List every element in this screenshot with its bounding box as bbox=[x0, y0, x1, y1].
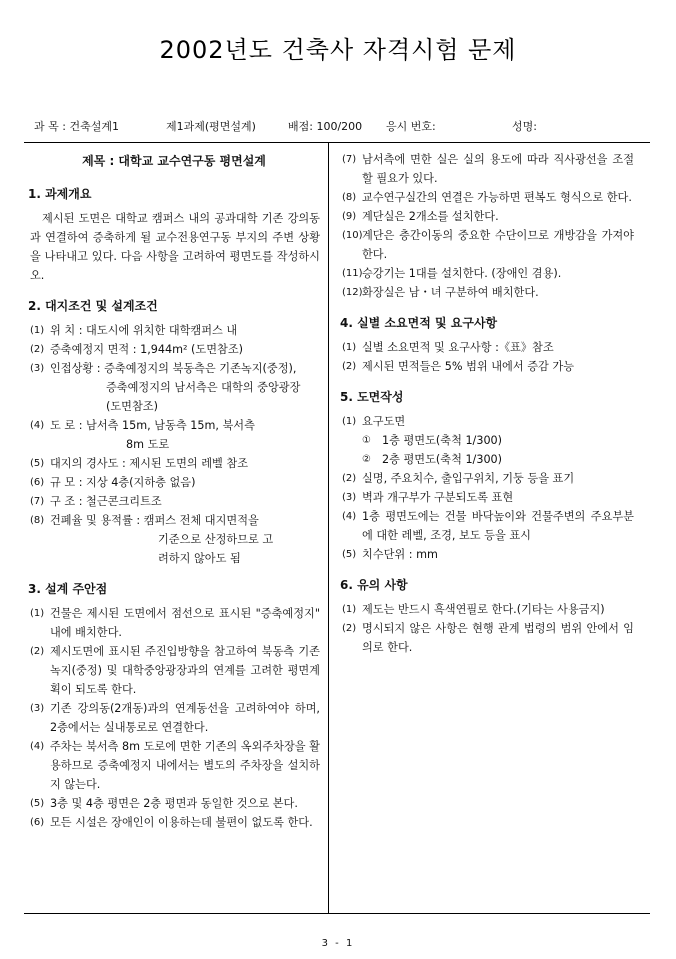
page-title: 2002년도 건축사 자격시험 문제 bbox=[159, 36, 517, 64]
list-item bbox=[28, 473, 320, 492]
item-text: 계단은 층간이동의 중요한 수단이므로 개방감을 가져야 한다. bbox=[362, 229, 634, 261]
item-number: (10) bbox=[342, 230, 363, 241]
item-number: (3) bbox=[30, 703, 45, 714]
list-item bbox=[28, 737, 320, 794]
left-column bbox=[28, 150, 320, 832]
section-heading: 3. 설계 주안점 bbox=[28, 582, 108, 596]
info-score: 배점: 100/200 bbox=[288, 120, 363, 133]
list-item bbox=[28, 416, 320, 454]
list-item bbox=[340, 283, 634, 302]
list-item bbox=[340, 412, 634, 431]
item-number: (5) bbox=[30, 798, 45, 809]
item-number: (1) bbox=[30, 608, 45, 619]
page-number: 3 - 1 bbox=[321, 938, 355, 949]
item-text: 2층 평면도(축척 1/300) bbox=[382, 453, 503, 466]
section-paragraph: 제시된 도면은 대학교 캠퍼스 내의 공과대학 기존 강의동과 연결하여 증축하게 될 교수전용연구동 부지의 주변 상황을 나타내고 있다. 다음 사항을 고려하여 평면도를 작성하시오. bbox=[30, 212, 320, 282]
list-item bbox=[28, 492, 320, 511]
list-item bbox=[28, 454, 320, 473]
header-rule bbox=[24, 142, 650, 143]
exam-info-row bbox=[34, 118, 654, 134]
item-text: 승강기는 1대를 설치한다. (장애인 겸용). bbox=[362, 267, 562, 280]
list-item bbox=[340, 150, 634, 188]
list-item bbox=[28, 511, 320, 568]
item-text: 건폐율 및 용적률 : 캠퍼스 전체 대지면적을 bbox=[50, 514, 259, 527]
item-number: (5) bbox=[30, 458, 45, 469]
item-text: 모든 시설은 장애인이 이용하는데 불편이 없도록 한다. bbox=[50, 816, 313, 829]
list-item bbox=[340, 226, 634, 264]
list-item bbox=[28, 642, 320, 699]
footer-rule bbox=[24, 913, 650, 914]
item-number: (6) bbox=[30, 477, 45, 488]
item-number: (4) bbox=[30, 420, 45, 431]
drawing-list bbox=[340, 412, 634, 564]
item-text: 남서측에 면한 실은 실의 용도에 따라 직사광선을 조절할 필요가 있다. bbox=[362, 153, 634, 185]
section-heading: 6. 유의 사항 bbox=[340, 578, 408, 592]
list-item bbox=[340, 600, 634, 619]
section-heading: 4. 실별 소요면적 및 요구사항 bbox=[340, 316, 498, 330]
item-number: (3) bbox=[342, 492, 357, 503]
item-number: (2) bbox=[342, 361, 357, 372]
design-points-list-cont bbox=[340, 150, 634, 302]
area-requirements-list bbox=[340, 338, 634, 376]
list-item bbox=[28, 321, 320, 340]
item-text: 실별 소요면적 및 요구사항 :《표》참조 bbox=[362, 341, 554, 354]
list-item bbox=[28, 340, 320, 359]
item-continuation: 려하지 않아도 됨 bbox=[158, 552, 241, 565]
design-points-list bbox=[28, 604, 320, 832]
list-item bbox=[340, 619, 634, 657]
item-text: 건물은 제시된 도면에서 점선으로 표시된 "증축예정지" 내에 배치한다. bbox=[50, 607, 320, 639]
list-item bbox=[340, 545, 634, 564]
list-item bbox=[28, 359, 320, 416]
list-item bbox=[340, 188, 634, 207]
item-number: (2) bbox=[30, 344, 45, 355]
item-number: (4) bbox=[30, 741, 45, 752]
item-number: ② bbox=[362, 454, 371, 465]
section-heading: 5. 도면작성 bbox=[340, 390, 404, 404]
list-item bbox=[28, 699, 320, 737]
item-text: 규 모 : 지상 4층(지하층 없음) bbox=[50, 476, 196, 489]
item-text: 증축예정지 면적 : 1,944m² (도면참조) bbox=[50, 343, 244, 356]
item-number: (1) bbox=[342, 604, 357, 615]
item-text: 1층 평면도(축척 1/300) bbox=[382, 434, 503, 447]
item-continuation: (도면참조) bbox=[106, 400, 158, 413]
item-number: (11) bbox=[342, 268, 363, 279]
item-number: (6) bbox=[30, 817, 45, 828]
info-name: 성명: bbox=[512, 120, 537, 133]
item-number: (1) bbox=[342, 342, 357, 353]
item-text: 제시된 면적들은 5% 범위 내에서 증감 가능 bbox=[362, 360, 575, 373]
item-text: 교수연구실간의 연결은 가능하면 편복도 형식으로 한다. bbox=[362, 191, 632, 204]
item-number: (7) bbox=[342, 154, 357, 165]
item-number: (3) bbox=[30, 363, 45, 374]
section-heading: 2. 대지조건 및 설계조건 bbox=[28, 299, 158, 313]
list-item bbox=[340, 469, 634, 488]
info-exam-no: 응시 번호: bbox=[386, 120, 436, 133]
item-text: 요구도면 bbox=[362, 415, 406, 428]
item-text: 대지의 경사도 : 제시된 도면의 레벨 참조 bbox=[50, 457, 249, 470]
item-text: 주차는 북서측 8m 도로에 면한 기존의 옥외주차장을 활용하므로 증축예정지 내에서는 별도의 주차장을 설치하지 않는다. bbox=[50, 740, 320, 791]
section-heading: 1. 과제개요 bbox=[28, 187, 92, 201]
item-number: (1) bbox=[342, 416, 357, 427]
info-subject: 과 목 : 건축설계1 bbox=[34, 120, 119, 133]
item-text: 치수단위 : mm bbox=[362, 548, 438, 561]
item-number: (4) bbox=[342, 511, 357, 522]
list-item bbox=[340, 338, 634, 357]
item-text: 구 조 : 철근콘크리트조 bbox=[50, 495, 162, 508]
item-text: 인접상황 : 증축예정지의 북동측은 기존녹지(중정), bbox=[50, 362, 297, 375]
item-number: (8) bbox=[342, 192, 357, 203]
condition-list bbox=[28, 321, 320, 568]
item-text: 3층 및 4층 평면은 2층 평면과 동일한 것으로 본다. bbox=[50, 797, 298, 810]
list-item bbox=[340, 488, 634, 507]
item-text: 벽과 개구부가 구분되도록 표현 bbox=[362, 491, 514, 504]
item-number: (8) bbox=[30, 515, 45, 526]
item-text: 제도는 반드시 흑색연필로 한다.(기타는 사용금지) bbox=[362, 603, 605, 616]
item-number: (7) bbox=[30, 496, 45, 507]
list-item bbox=[28, 794, 320, 813]
item-text: 계단실은 2개소를 설치한다. bbox=[362, 210, 499, 223]
item-text: 도 로 : 남서측 15m, 남동측 15m, 북서측 bbox=[50, 419, 255, 432]
list-item bbox=[340, 357, 634, 376]
list-item bbox=[28, 813, 320, 832]
subject-title: 제목 : 대학교 교수연구동 평면설계 bbox=[82, 154, 266, 168]
column-divider bbox=[328, 143, 329, 913]
item-number: (2) bbox=[30, 646, 45, 657]
item-continuation: 8m 도로 bbox=[126, 438, 170, 451]
item-number: (5) bbox=[342, 549, 357, 560]
notes-list bbox=[340, 600, 634, 657]
item-number: (2) bbox=[342, 623, 357, 634]
list-item bbox=[28, 604, 320, 642]
item-text: 실명, 주요치수, 출입구위치, 기둥 등을 표기 bbox=[362, 472, 575, 485]
item-text: 1층 평면도에는 건물 바닥높이와 건물주변의 주요부분에 대한 레벨, 조경, 보도 등을 표시 bbox=[362, 510, 634, 542]
item-text: 화장실은 남・녀 구분하여 배치한다. bbox=[362, 286, 539, 299]
right-column bbox=[340, 150, 634, 657]
item-text: 제시도면에 표시된 주진입방향을 참고하여 북동측 기존녹지(중정) 및 대학중앙광장과의 연계를 고려한 평면계획이 되도록 한다. bbox=[50, 645, 320, 696]
list-item bbox=[340, 507, 634, 545]
item-number: (12) bbox=[342, 287, 363, 298]
item-text: 위 치 : 대도시에 위치한 대학캠퍼스 내 bbox=[50, 324, 238, 337]
list-item bbox=[340, 207, 634, 226]
list-item bbox=[340, 431, 634, 450]
item-text: 기존 강의동(2개동)과의 연계동선을 고려하여야 하며, 2층에서는 실내통로로 연결한다. bbox=[50, 702, 320, 734]
info-task: 제1과제(평면설계) bbox=[166, 120, 256, 133]
item-continuation: 기준으로 산정하므로 고 bbox=[158, 533, 274, 546]
item-continuation: 증축예정지의 남서측은 대학의 중앙광장 bbox=[106, 381, 301, 394]
list-item bbox=[340, 450, 634, 469]
item-number: ① bbox=[362, 435, 371, 446]
item-number: (1) bbox=[30, 325, 45, 336]
list-item bbox=[340, 264, 634, 283]
item-text: 명시되지 않은 사항은 현행 관계 법령의 범위 안에서 임의로 한다. bbox=[362, 622, 634, 654]
item-number: (2) bbox=[342, 473, 357, 484]
item-number: (9) bbox=[342, 211, 357, 222]
